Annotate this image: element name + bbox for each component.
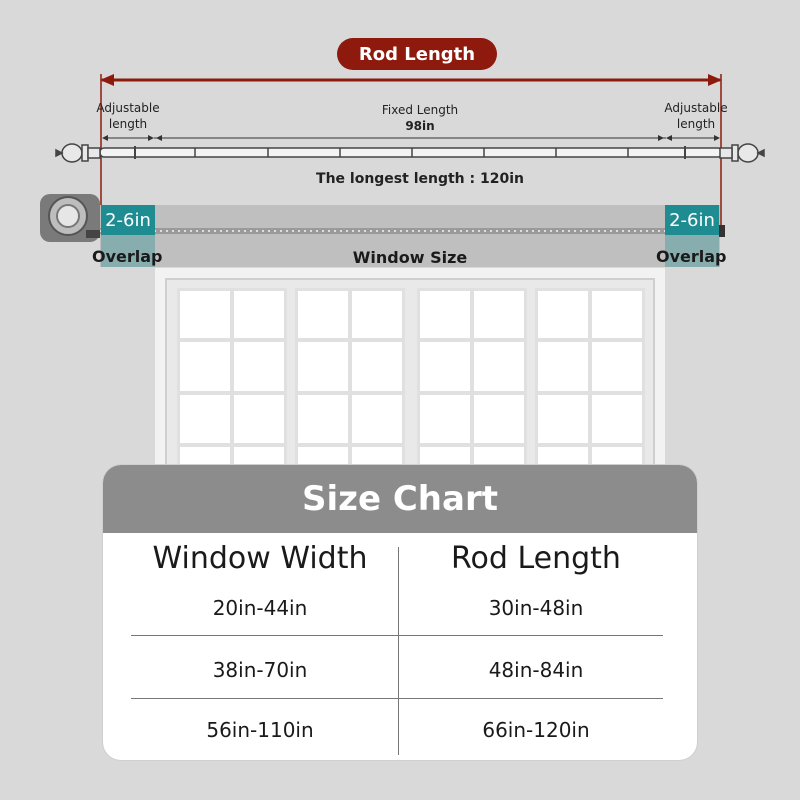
row-divider — [131, 698, 663, 699]
overlap-size-left: 2-6in — [101, 205, 155, 235]
size-chart-card — [103, 465, 697, 760]
longest-length-label: The longest length : 120in — [316, 171, 524, 187]
table-cell: 66in-120in — [482, 718, 590, 742]
table-cell: 56in-110in — [206, 718, 314, 742]
tape-measure-icon — [38, 192, 102, 244]
adjustable-length-right-label: Adjustable length — [664, 101, 728, 131]
table-cell: 48in-84in — [488, 658, 584, 682]
column-header-window-width: Window Width — [152, 541, 368, 576]
rod-length-title: Rod Length — [337, 38, 497, 70]
size-chart-title: Size Chart — [103, 465, 697, 533]
column-header-rod-length: Rod Length — [451, 541, 621, 576]
window-pane — [417, 288, 527, 471]
overlap-left-label: Overlap — [92, 247, 163, 266]
table-cell: 30in-48in — [488, 596, 584, 620]
table-cell: 38in-70in — [212, 658, 308, 682]
window-pane — [535, 288, 645, 471]
table-cell: 20in-44in — [212, 596, 308, 620]
left-finial-icon — [56, 144, 100, 162]
window-pane — [177, 288, 287, 471]
overlap-size-right: 2-6in — [665, 205, 719, 235]
fixed-length-value: 98in — [405, 119, 435, 133]
fixed-length-caption: Fixed Length — [381, 103, 459, 117]
overlap-right-label: Overlap — [656, 247, 727, 266]
window-illustration — [165, 278, 655, 473]
window-size-label: Window Size — [352, 248, 468, 267]
window-pane — [295, 288, 405, 471]
adjustable-length-left-label: Adjustable length — [96, 101, 160, 131]
right-finial-icon — [720, 144, 764, 162]
row-divider — [131, 635, 663, 636]
